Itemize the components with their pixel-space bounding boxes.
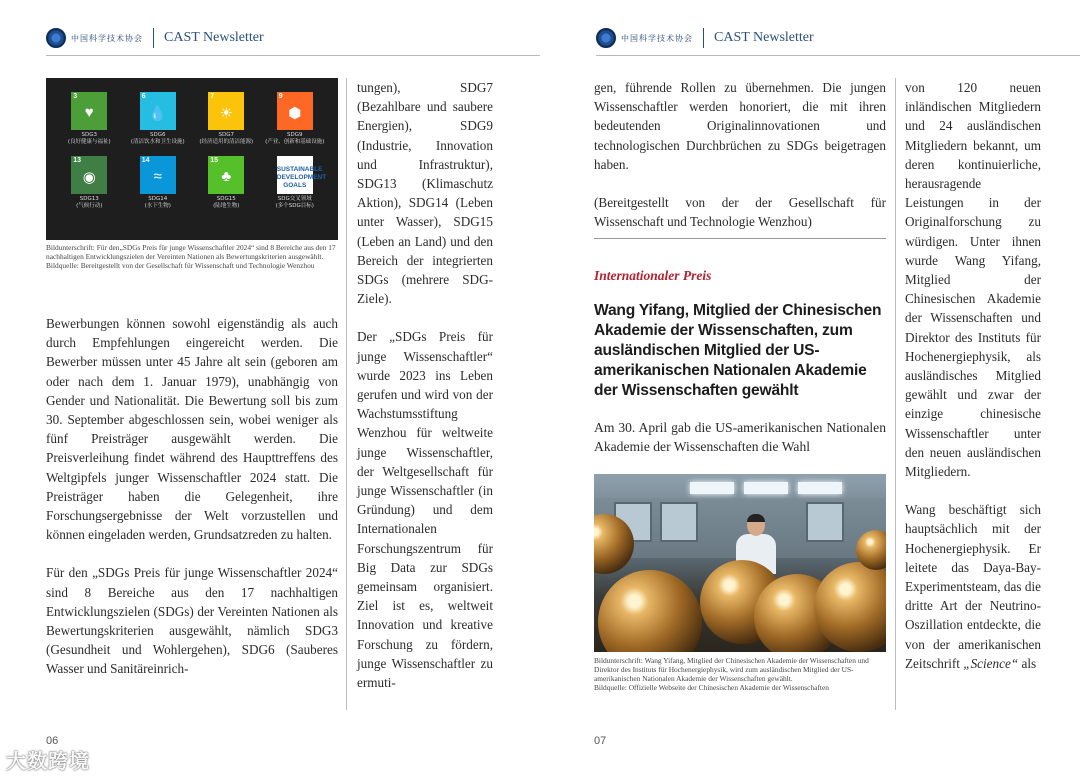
header-separator (703, 28, 704, 48)
tree-icon (208, 156, 244, 194)
wall-panel (806, 502, 844, 542)
page-header (46, 24, 264, 52)
paragraph: (Bereitgestellt von der der Gesellschaft für Wissenschaft und Technologie Wenzhou) (594, 195, 886, 230)
sdg-tile (195, 92, 258, 146)
article-photo (594, 474, 886, 652)
cubes-icon (277, 92, 313, 130)
sun-icon (208, 92, 244, 130)
fish-icon (140, 156, 176, 194)
wall-panel (660, 502, 698, 542)
photo-caption (594, 656, 886, 692)
caption-text: Bildunterschrift: Für den„SDGs Preis für junge Wissenschaftler 2024“ sind 8 Bereiche aus den 17 nachhaltigen Entwicklungszielen der Vereinten Nationen als Bewertungskriterien ausgewählt. (46, 243, 336, 261)
sdg-caption: SDG9 (产业、创新和基础设施) (265, 132, 325, 145)
paragraph: von 120 neuen inländischen Mitgliedern und 24 ausländischen Mitgliedern bekannt, um deren kontinuierliche, herausragende Leistungen in der Originalforschung zu würdigen. Unter ihnen wurde Wang Yifang, Mitglied der Chinesischen Akademie der Wissenschaften und Direktor des Instituts für Hochenergiephysik, als ausländisches Mitglied gewählt und zwar der einzige chinesische Wissenschaftler unter den neuen ausländischen Mitgliedern. (905, 80, 1041, 480)
photomultiplier-sphere (598, 570, 702, 652)
paragraph: Am 30. April gab die US-amerikanischen Nationalen Akademie der Wissenschaften die Wahl (594, 420, 886, 455)
watermark-logo: 大数跨境 (6, 749, 90, 773)
paragraph: tungen), SDG7 (Bezahlbare und saubere Energien), SDG9 (Industrie, Innovation und Infrastruktur), SDG13 (Klimaschutz Aktion), SDG14 (Leben unter Wasser), SDG15 (Leben an Land) und den Bereich der integrierten SDGs (mehrere SDG-Ziele). (357, 80, 493, 307)
page-number: 07 (594, 735, 607, 747)
sdg-caption: SDG7 (经济适用的清洁能源) (199, 132, 254, 145)
column-divider (895, 78, 896, 710)
text-run: Wang beschäftigt sich hauptsächlich mit der Hochenergiephysik. Er leitete das Daya-Bay-Experimentsteam, das die dritte Art der Neutrino-Oszillation entdeckte, die von der amerikanischen Zeitschrift (905, 502, 1041, 671)
cast-logo (46, 28, 143, 48)
sdg-glyph: ⬢ (288, 105, 302, 122)
caption-text: Bildunterschrift: Wang Yifang, Mitglied der Chinesischen Akademie der Wissenschaften und Direktor des Instituts für Hochenergiephysik, wird zum ausländischen Mitglied der US-amerikanischen Nationalen Akademie der Wissenschaften gewählt. (594, 656, 869, 683)
sdg-caption: SDG15 (陆地生物) (213, 196, 240, 209)
paragraph: Für den „SDGs Preis für junge Wissenschaftler 2024“ sind 8 Bereiche aus den 17 nachhaltigen Entwicklungszielen (SDGs) der Vereinten Nationen als Bewertungskriterien ausgewählt, nämlich SDG3 (Gesundheit und Wohlergehen), SDG6 (Sauberes Wasser und Sanitäreinrich- (46, 565, 338, 677)
ceiling-light (744, 482, 788, 494)
caption-source: Bildquelle: Bereitgestellt von der Gesellschaft für Wissenschaft und Technologie Wenzhou (46, 261, 315, 270)
paragraph: Bewerbungen können sowohl eigenständig als auch durch Empfehlungen eingereicht werden. Die Bewerber müssen unter 45 Jahre alt sein (geboren am oder nach dem 1. Januar 1979), unabhängig von Gender und Nationalität. Die Bewertung soll bis zum 30. September abgeschlossen sein, wobei weniger als fünf Preisträger ausgewählt werden. Die Preisverleihung findet während des Haupttreffens des Weltgipfels junger Wissenschaftler 2024 statt. Die Preisträger haben die Gelegenheit, ihre Forschungsergebnisse der Welt vorzustellen und können eingeladen werden, Grundsatzreden zu halten. (46, 316, 338, 543)
paragraph: Der „SDGs Preis für junge Wissenschaftler“ wurde 2023 ins Leben gerufen und wird von der Wachstumsstiftung Wenzhou für weltweite junge Wissenschaftler, der Weltgesellschaft für junge Wissenschaftler (in Gründung) und dem Internationalen Forschungszentrum für Big Data zur SDGs gemeinsam organisiert. Ziel ist es, weltweit Innovation und kreative Forschung zu fördern, junge Wissenschaftler zu ermuti- (357, 329, 493, 691)
sdg-glyph: ♥ (84, 104, 94, 121)
caption-source: Bildquelle: Offizielle Webseite der Chinesischen Akademie der Wissenschaften (594, 683, 829, 692)
sdg-number: 7 (210, 93, 215, 100)
eye-earth-icon (71, 156, 107, 194)
header-rule (596, 55, 1080, 56)
sdg-image (46, 78, 338, 240)
header-rule (46, 55, 540, 56)
ceiling-light (798, 482, 842, 494)
sdg-tile (264, 156, 327, 210)
right-column-2 (905, 78, 1041, 673)
sdg-caption: SDG交叉领域 (多个SDG目标) (275, 196, 314, 209)
sdg-tile (127, 92, 190, 146)
sdg-tile-grid (58, 92, 326, 210)
sdg-caption: SDG6 (清洁饮水和卫生设施) (130, 132, 185, 145)
header-separator (153, 28, 154, 48)
left-column-1 (46, 314, 338, 679)
sdg-glyph: ☀ (219, 105, 233, 122)
sdg-glyph: ◉ (82, 169, 96, 186)
cast-logo (596, 28, 693, 48)
sdg-tile (58, 156, 121, 210)
section-divider (594, 238, 886, 239)
journal-name: „Science“ (963, 655, 1019, 671)
sdg-caption: SDG14 (水下生物) (144, 196, 171, 209)
text-run: als (1018, 655, 1037, 671)
article-headline: Wang Yifang, Mitglied der Chinesischen Akademie der Wissenschaften, zum ausländischen Mitglied der US-amerikanischen Nationalen Akademie der Wissenschaften gewählt (594, 302, 882, 399)
section-kicker: Internationaler Preis (594, 268, 712, 283)
sdg-tile (195, 156, 258, 210)
paragraph (905, 500, 1041, 673)
sdg-glyph: 💧 (148, 105, 168, 122)
sdg-tile (264, 92, 327, 146)
sdg-glyph: ♣ (221, 168, 232, 185)
newsletter-title: CAST Newsletter (714, 30, 814, 45)
logo-chinese-text: 中国科学技术协会 (621, 33, 693, 43)
sdg-number: 13 (73, 157, 82, 164)
page-number: 06 (46, 735, 59, 747)
page-header (596, 24, 814, 52)
ceiling-light (690, 482, 734, 494)
cast-seal-icon (596, 28, 616, 48)
newsletter-title: CAST Newsletter (164, 30, 264, 45)
article-lead (594, 418, 886, 456)
paragraph: gen, führende Rollen zu übernehmen. Die jungen Wissenschaftler werden honoriert, die mit ihren bedeutenden Originalinnovationen und technologischen Durchbrüchen zu SDGs beigetragen haben. (594, 80, 886, 172)
sdg-glyph: ≈ (153, 168, 162, 185)
sdg-number: 15 (210, 157, 219, 164)
logo-chinese-text: 中国科学技术协会 (71, 33, 143, 43)
heartbeat-icon (71, 92, 107, 130)
sdg-caption: SDG13 (气候行动) (76, 196, 103, 209)
left-column-2 (357, 78, 493, 692)
sdg-tile (127, 156, 190, 210)
sdg-goals-logo-icon: SUSTAINABLE DEVELOPMENT GOALS (277, 156, 313, 194)
right-column-1-top (594, 78, 886, 231)
image-caption (46, 243, 338, 270)
sdg-number: 9 (278, 93, 283, 100)
sdg-caption: SDG3 (良好健康与福祉) (67, 132, 111, 145)
sdg-tile (58, 92, 121, 146)
sdg-number: 6 (141, 93, 146, 100)
sdg-number: 14 (141, 157, 150, 164)
water-drop-icon (140, 92, 176, 130)
column-divider (346, 78, 347, 710)
sdg-number: 3 (73, 93, 78, 100)
cast-seal-icon (46, 28, 66, 48)
